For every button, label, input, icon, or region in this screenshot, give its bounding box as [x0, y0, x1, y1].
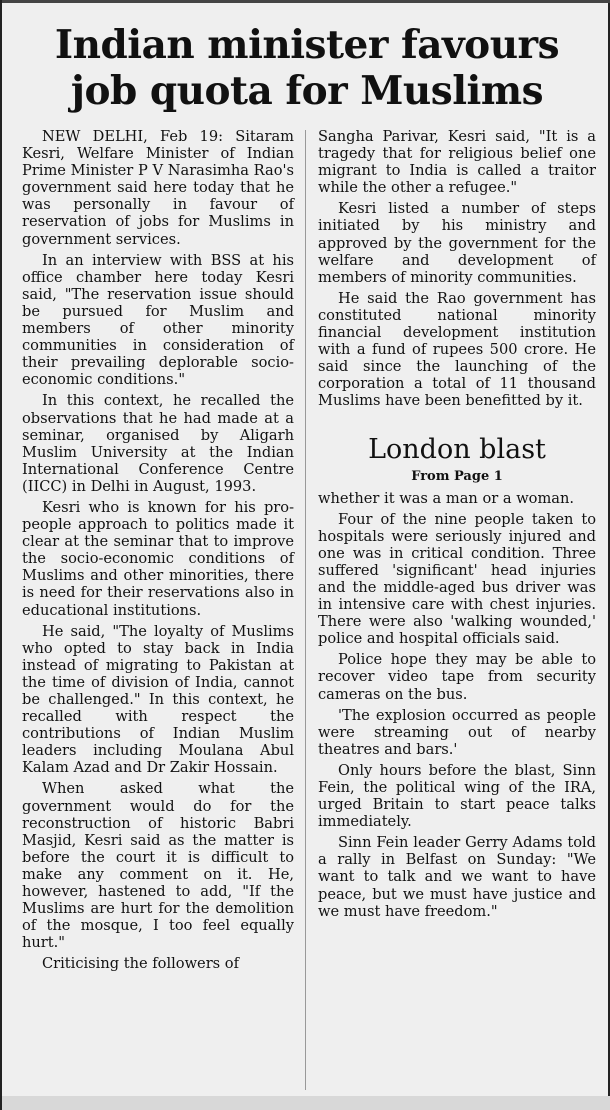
paragraph: When asked what the government would do for the reconstruction of historic Babri Masjid, Kesri said as the matter is before the court it is difficult to make any comment on it. He, however, hastened to add, "If the Muslims are hurt for the demolition of the mosque, I too feel equally hurt." — [22, 780, 294, 952]
right-column — [318, 128, 596, 924]
paragraph: Police hope they may be able to recover video tape from security cameras on the bus. — [318, 651, 596, 703]
paragraph: Sinn Fein leader Gerry Adams told a rally in Belfast on Sunday: "We want to talk and we want to have peace, but we must have justice and we must have freedom." — [318, 834, 596, 920]
paragraph: In this context, he recalled the observations that he had made at a seminar, organised by Aligarh Muslim University at the Indian International Conference Centre (IICC) in Delhi in August, 1993. — [22, 392, 294, 495]
paragraph: Criticising the followers of — [42, 955, 239, 973]
column-divider — [305, 130, 306, 1090]
paragraph: Only hours before the blast, Sinn Fein, the political wing of the IRA, urged Britain to start peace talks immediately. — [318, 761, 596, 831]
paragraph: In an interview with BSS at his office chamber here today Kesri said, "The reservation issue should be pursued for Muslim and members of other minority communities in consideration of their prevailing deplorable socio-economic conditions." — [22, 251, 294, 389]
jump-line: From Page 1 — [411, 468, 503, 484]
second-story-headline: London blast — [368, 433, 546, 465]
bottom-edge — [2, 1096, 610, 1110]
paragraph: Kesri who is known for his pro-people approach to politics made it clear at the seminar that to improve the socio-economic conditions of Muslims and other minorities, there is need for their reservations also in educational institutions. — [22, 498, 294, 619]
paragraph: Four of the nine people taken to hospitals were seriously injured and one was in critical condition. Three suffered 'significant' head injuries and the middle-aged bus driver was in intensive care with chest injuries. There were also 'walking wounded,' police and hospital officials said. — [318, 510, 596, 648]
paragraph: Kesri listed a number of steps initiated by his ministry and approved by the government for the welfare and development of members of minority communities. — [318, 200, 596, 286]
paragraph: Sangha Parivar, Kesri said, "It is a tragedy that for religious belief one migrant to India is called a traitor while the other a refugee." — [318, 128, 596, 197]
headline: Indian minister favours job quota for Muslims — [54, 22, 560, 114]
paragraph: whether it was a man or a woman. — [318, 489, 575, 507]
paragraph: He said the Rao government has constituted national minority financial development institution with a fund of rupees 500 crore. He said since the launching of the corporation a total of 11 thousand Muslims have been benefitted by it. — [318, 289, 596, 410]
left-column — [22, 128, 294, 977]
paragraph: 'The explosion occurred as people were streaming out of nearby theatres and bars.' — [318, 706, 596, 758]
paragraph: NEW DELHI, Feb 19: Sitaram Kesri, Welfare Minister of Indian Prime Minister P V Narasimha Rao's government said here today that he was personally in favour of reservation of jobs for Muslims in government services. — [22, 128, 294, 248]
paragraph: He said, "The loyalty of Muslims who opted to stay back in India instead of migrating to Pakistan at the time of division of India, cannot be challenged." In this context, he recalled with respect the contributions of Indian Muslim leaders including Moulana Abul Kalam Azad and Dr Zakir Hossain. — [22, 622, 294, 777]
top-rule — [2, 0, 610, 3]
